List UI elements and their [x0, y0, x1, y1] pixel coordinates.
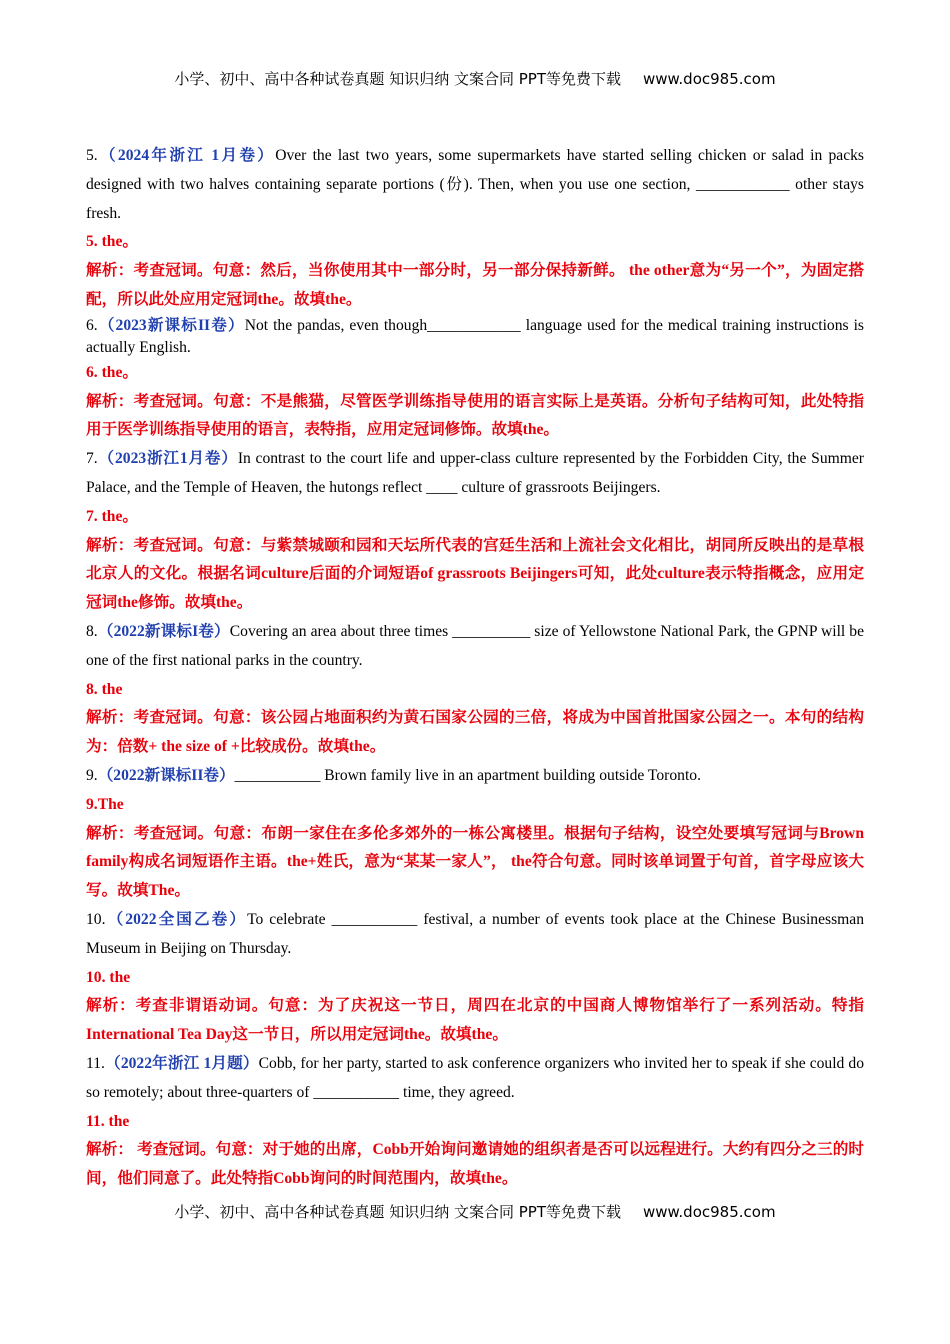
explanation: 解析：考查冠词。句意：布朗一家住在多伦多郊外的一栋公寓楼里。根据句子结构，设空处要填写冠词与Brown family构成名词短语作主语。the+姓氏，意为“某某一家人”， the符合句意。同时该单词置于句首，首字母应该大写。故填The。 — [86, 824, 864, 900]
page-header — [0, 68, 950, 89]
explanation: 解析： 考查冠词。句意：对于她的出席，Cobb开始询问邀请她的组织者是否可以远程进行。大约有四分之三的时间，他们同意了。此处特指Cobb询问的时间范围内，故填the。 — [86, 1141, 864, 1188]
question-source: （2022新课标II卷） — [97, 766, 235, 784]
question-body: In contrast to the court life and upper-class culture represented by the Forbidden City, the Summer Palace, and the Temple of Heaven, the hutongs reflect ____ culture of grassroots Beijingers. — [86, 450, 864, 496]
footer-url[interactable]: www.doc985.com — [642, 1203, 776, 1221]
document-body — [86, 142, 864, 1194]
question-source: （2023新课标II卷） — [97, 316, 245, 334]
question-source: （2022年浙江 1月题） — [104, 1054, 259, 1072]
answer-line: 8. the — [86, 680, 123, 698]
question-item-8 — [86, 618, 864, 762]
question-number: 7. — [86, 450, 98, 468]
question-body: Not the pandas, even though____________ language used for the medical training instructions is actually English. — [86, 316, 864, 356]
question-body: Covering an area about three times __________ size of Yellowstone National Park, the GPNP will be one of the first national parks in the country. — [86, 622, 864, 669]
footer-text: 小学、初中、高中各种试卷真题 知识归纳 文案合同 PPT等免费下载 — [174, 1203, 621, 1221]
explanation: 解析：考查冠词。句意：然后，当你使用其中一部分时，另一部分保持新鲜。 the other意为“另一个”，为固定搭配，所以此处应用定冠词the。故填the。 — [86, 262, 864, 308]
explanation: 解析：考查冠词。句意：不是熊猫，尽管医学训练指导使用的语言实际上是英语。分析句子结构可知，此处特指用于医学训练指导使用的语言，表特指，应用定冠词修饰。故填the。 — [86, 392, 864, 439]
question-source: （2022新课标I卷） — [97, 622, 230, 640]
question-body: Over the last two years, some supermarkets have started selling chicken or salad in packs designed with two halves containing separate portions (份). Then, when you use one section, ____________ other stays fresh. — [86, 147, 864, 222]
answer-line: 5. the。 — [86, 233, 138, 251]
question-item-7 — [86, 445, 864, 618]
header-text: 小学、初中、高中各种试卷真题 知识归纳 文案合同 PPT等免费下载 — [174, 70, 621, 88]
question-text — [86, 762, 864, 791]
question-text — [86, 906, 864, 964]
question-item-10 — [86, 906, 864, 1050]
answer-line: 9.The — [86, 795, 124, 813]
answer-line: 10. the — [86, 968, 131, 986]
question-number: 6. — [86, 316, 98, 334]
question-body: To celebrate ___________ festival, a number of events took place at the Chinese Businessman Museum in Beijing on Thursday. — [86, 910, 864, 957]
answer-line: 6. the。 — [86, 363, 138, 381]
question-number: 9. — [86, 766, 98, 784]
question-item-9 — [86, 762, 864, 906]
header-url[interactable]: www.doc985.com — [642, 70, 776, 88]
question-item-5 — [86, 142, 864, 315]
question-number: 11. — [86, 1054, 105, 1072]
question-source: （2023浙江1月卷） — [97, 450, 238, 468]
question-text — [86, 1050, 864, 1108]
question-number: 10. — [86, 910, 106, 928]
question-text — [86, 445, 864, 503]
question-number: 8. — [86, 622, 98, 640]
question-body: ___________ Brown family live in an apartment building outside Toronto. — [234, 766, 701, 784]
question-source: （2022全国乙卷） — [105, 910, 248, 928]
question-text — [86, 142, 864, 228]
question-number: 5. — [86, 147, 98, 164]
explanation: 解析：考查非谓语动词。句意：为了庆祝这一节日，周四在北京的中国商人博物馆举行了一系列活动。特指International Tea Day这一节日，所以用定冠词the。故填the。 — [86, 997, 864, 1044]
question-item-11 — [86, 1050, 864, 1194]
page-footer — [0, 1201, 950, 1222]
question-body: Cobb, for her party, started to ask conference organizers who invited her to speak if she could do so remotely; about three-quarters of ___________ time, they agreed. — [86, 1054, 864, 1101]
question-text — [86, 315, 864, 359]
answer-line: 7. the。 — [86, 507, 138, 525]
explanation: 解析：考查冠词。句意：该公园占地面积约为黄石国家公园的三倍，将成为中国首批国家公园之一。本句的结构为：倍数+ the size of +比较成份。故填the。 — [86, 709, 864, 756]
explanation: 解析：考查冠词。句意：与紫禁城颐和园和天坛所代表的宫廷生活和上流社会文化相比，胡同所反映出的是草根北京人的文化。根据名词culture后面的介词短语of grassroots Beijingers可知，此处culture表示特指概念，应用定冠词the修饰。故填the。 — [86, 536, 864, 612]
answer-line: 11. the — [86, 1112, 130, 1130]
question-item-6 — [86, 315, 864, 445]
question-source: （2024年浙江 1月卷） — [97, 147, 276, 164]
question-text — [86, 618, 864, 676]
